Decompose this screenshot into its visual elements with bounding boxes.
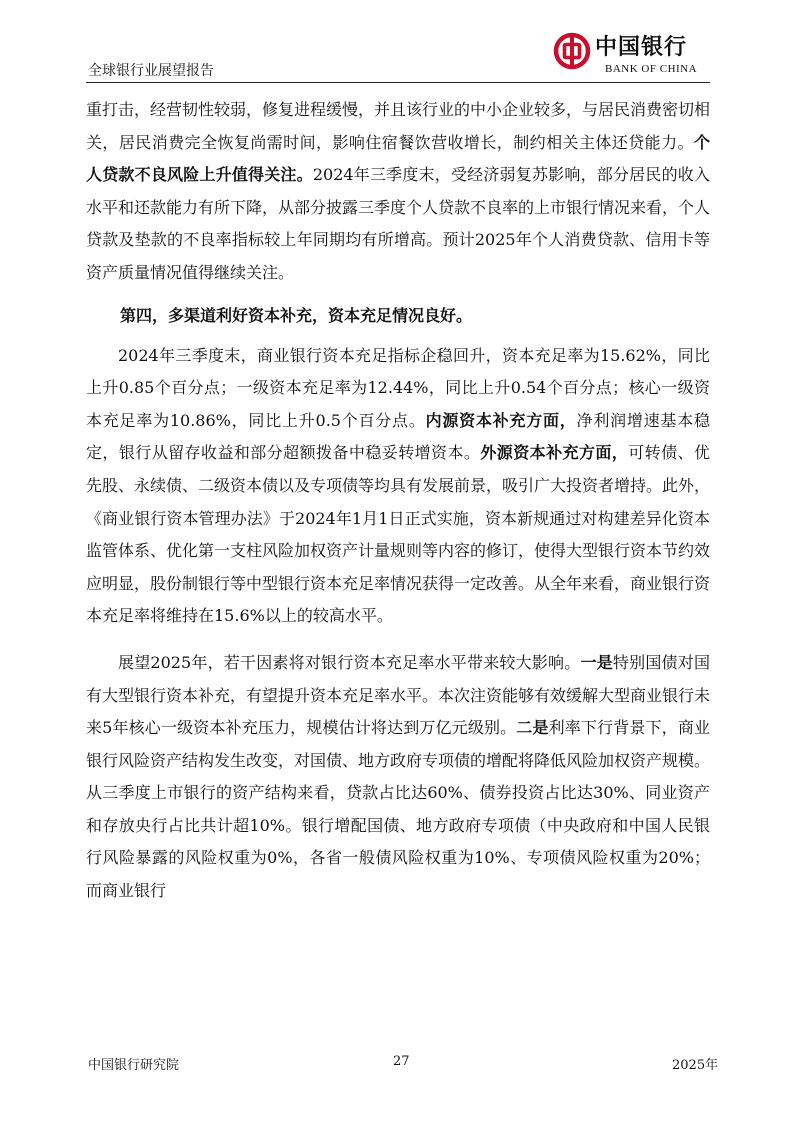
- page-number: 27: [393, 1054, 410, 1069]
- footer-institute: 中国银行研究院: [88, 1058, 180, 1073]
- report-title: 全球银行业展望报告: [88, 63, 214, 79]
- bank-of-china-logo-icon: [553, 32, 591, 70]
- paragraph-capital-adequacy: [86, 340, 710, 633]
- page-body: [86, 94, 710, 908]
- logo-english-text: BANK OF CHINA: [605, 63, 698, 75]
- header-divider: [86, 82, 710, 83]
- bold-emphasis: 一是: [580, 652, 613, 672]
- paragraph-text: 重打击，经营韧性较弱，修复进程缓慢，并且该行业的中小企业较多，与居民消费密切相关，居民消费完全恢复尚需时间，影响住宿餐饮营收增长，制约相关主体还贷能力。: [86, 100, 711, 152]
- paragraph-text: 净利润增速基本稳定，银行从留存收益和部分超额拨备中稳妥转增资本。: [86, 410, 710, 463]
- paragraph-text: 2024年三季度末，商业银行资本充足指标企稳回升，资本充足率为15.62%，同比上升0.85个百分点；一级资本充足率为12.44%，同比上升0.54个百分点；核心一级资本充足率为10.86%，同比上升0.5个百分点。: [86, 345, 710, 430]
- section-heading: 第四，多渠道利好资本补充，资本充足情况良好。: [120, 305, 473, 325]
- paragraph-text: 特别国债对国有大型银行资本补充，有望提升资本充足率水平。本次注资能够有效缓解大型商业银行未来5年核心一级资本补充压力，规模估计将达到万亿元级别。: [86, 652, 711, 738]
- paragraph-personal-loans: [86, 94, 710, 290]
- bank-logo: [553, 30, 713, 80]
- paragraph-text: 可转债、优先股、永续债、二级资本债以及专项债等均具有发展前景，吸引广大投资者增持。此外，《商业银行资本管理办法》于2024年1月1日正式实施，资本新规通过对构建差异化资本监管体系、优化第一支柱风险加权资产计量规则等内容的修订，使得大型银行资本节约效应明显，股份制银行等中型银行资本充足率情况获得一定改善。从全年来看，商业银行资本充足率将维持在15.6%以上的较高水平。: [86, 443, 711, 626]
- bold-emphasis: 外源资本补充方面，: [480, 443, 629, 463]
- bold-emphasis: 个人贷款不良风险上升值得关注。: [86, 132, 710, 185]
- footer-year: 2025年: [672, 1058, 719, 1073]
- paragraph-outlook-2025: [86, 647, 710, 908]
- paragraph-text: 利率下行背景下，商业银行风险资产结构发生改变，对国债、地方政府专项债的增配将降低风险加权资产规模。从三季度上市银行的资产结构来看，贷款占比达60%、债券投资占比达30%、同业资产和存放央行占比共计超10%。银行增配国债、地方政府专项债（中央政府和中国人民银行风险暴露的风险权重为0%，各省一般债风险权重为10%、专项债风险权重为20%；而商业银行: [86, 718, 711, 901]
- bold-emphasis: 二是: [516, 718, 549, 738]
- paragraph-text: 展望2025年，若干因素将对银行资本充足率水平带来较大影响。: [118, 652, 581, 672]
- logo-chinese-text: 中国银行: [595, 34, 688, 60]
- bold-emphasis: 内源资本补充方面，: [425, 410, 577, 430]
- paragraph-gap: [86, 633, 710, 647]
- paragraph-text: 2024年三季度末，受经济弱复苏影响，部分居民的收入水平和还款能力有所下降，从部分披露三季度个人贷款不良率的上市银行情况来看，个人贷款及垫款的不良率指标较上年同期均有所增高。预计2025年个人消费贷款、信用卡等资产质量情况值得继续关注。: [86, 165, 711, 282]
